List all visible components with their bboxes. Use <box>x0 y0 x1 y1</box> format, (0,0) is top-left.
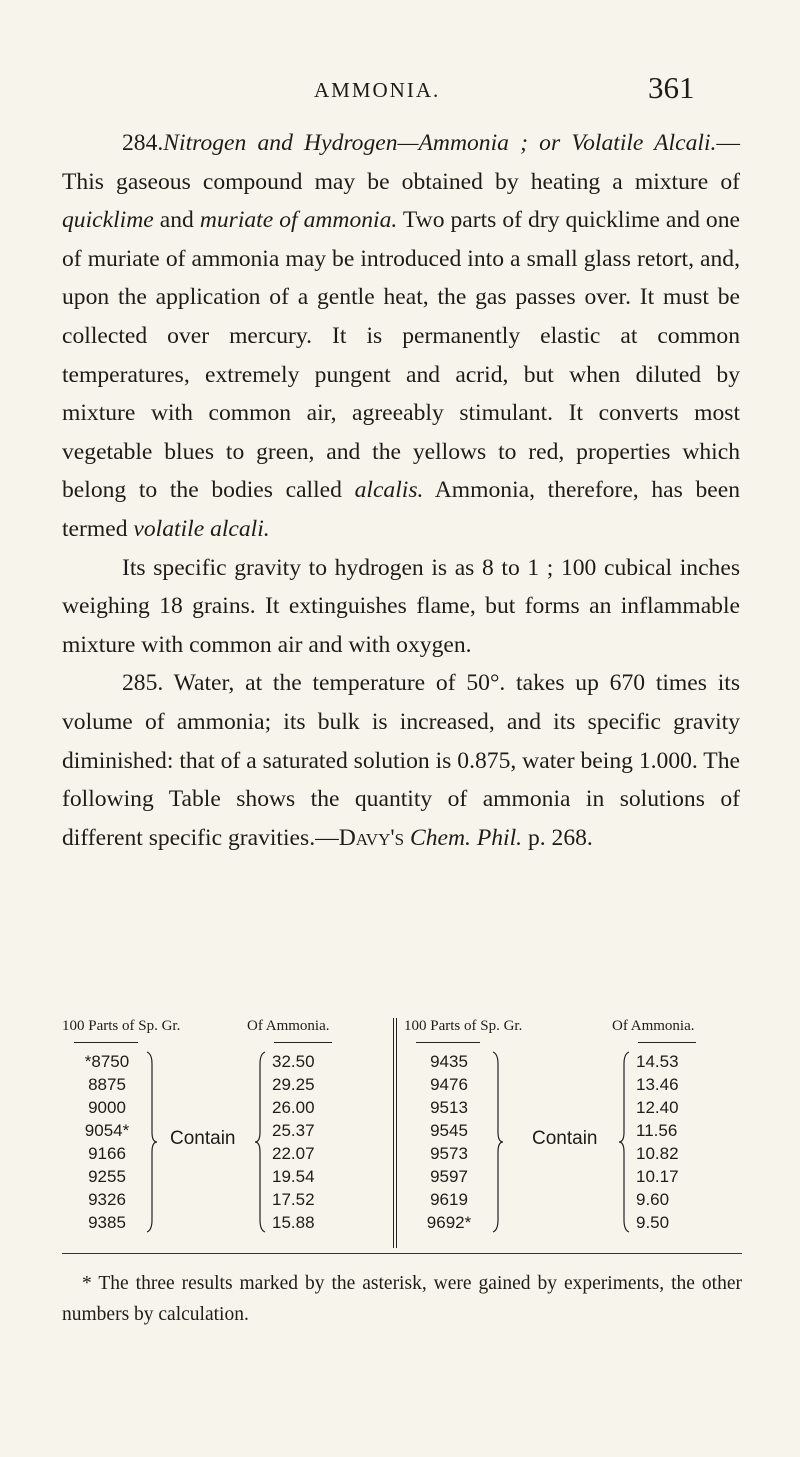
am-cell: 11.56 <box>636 1121 678 1140</box>
sg-cell: 9435 <box>430 1052 468 1071</box>
text-run: Ammonia, therefore, has been termed <box>62 477 741 542</box>
text-run: p. 268. <box>522 824 593 851</box>
am-cell: 25.37 <box>272 1121 315 1140</box>
am-cell: 17.52 <box>272 1190 315 1209</box>
paragraph-284-continued: Its specific gravity to hydrogen is as 8 to 1 ; 100 cubical inches weighing 18 grains. It extinguishes flame, but forms an inflammable mixture with common air and with oxygen. <box>62 554 740 658</box>
author-name: Davy's <box>338 824 405 851</box>
right-brace-icon <box>492 1050 504 1234</box>
ammonia-column <box>636 1050 696 1234</box>
contain-label: Contain <box>532 1128 598 1149</box>
paragraph-284 <box>62 124 740 549</box>
contain-label: Contain <box>170 1128 236 1149</box>
table-half-right <box>404 1018 734 1248</box>
left-brace-icon <box>618 1050 630 1234</box>
column-divider <box>393 1018 397 1248</box>
ammonia-column <box>272 1050 332 1234</box>
header-ammonia: Of Ammonia. <box>612 1018 695 1034</box>
sg-column <box>414 1050 484 1234</box>
am-cell: 12.40 <box>636 1098 679 1117</box>
text-run: —This gaseous compound may be obtained by heating a mixture of <box>62 130 740 195</box>
left-brace-icon <box>254 1050 266 1234</box>
sg-cell: 9000 <box>88 1098 126 1117</box>
page-number: 361 <box>648 70 695 105</box>
am-cell: 29.25 <box>272 1075 315 1094</box>
am-cell: 32.50 <box>272 1052 315 1071</box>
header-rule <box>74 1042 138 1043</box>
text-run: Water, at the temperature of 50°. takes up 670 times its volume of ammonia; its bulk is increased, and its specific gravity diminished: that of a saturated solution is 0.875, water being 1.000. The following Table shows the quantity of ammonia in solutions of different specific gravities.— <box>62 670 740 851</box>
header-rule <box>416 1042 480 1043</box>
header-ammonia: Of Ammonia. <box>247 1018 330 1034</box>
term-alcalis: alcalis. <box>354 477 424 504</box>
footnote-rule <box>62 1253 742 1254</box>
header-rule <box>274 1042 332 1043</box>
am-cell: 13.46 <box>636 1075 679 1094</box>
am-cell: 15.88 <box>272 1213 315 1232</box>
paragraph-285 <box>62 664 740 857</box>
sg-cell: 8875 <box>88 1075 126 1094</box>
sg-column <box>72 1050 142 1234</box>
am-cell: 19.54 <box>272 1167 315 1186</box>
sg-cell: 9545 <box>430 1121 468 1140</box>
text-run: Two parts of dry quicklime and one of muriate of ammonia may be introduced into a small glass retort, and, upon the application of a gentle heat, the gas passes over. It must be collected over mercury. It is permanently elastic at common temperatures, extremely pungent and acrid, but when diluted by mixture with common air, agreeably stimulant. It converts most vegetable blues to green, and the yellows to red, properties which belong to the bodies called <box>62 207 741 504</box>
header-specific-gravity: 100 Parts of Sp. Gr. <box>404 1018 523 1034</box>
am-cell: 14.53 <box>636 1052 679 1071</box>
running-head <box>0 70 800 110</box>
table-half-left <box>62 1018 392 1248</box>
right-brace-icon <box>146 1050 158 1234</box>
am-cell: 26.00 <box>272 1098 315 1117</box>
sg-cell: 9326 <box>88 1190 126 1209</box>
running-title: AMMONIA. <box>314 78 441 102</box>
sg-cell: 9476 <box>430 1075 468 1094</box>
sg-cell: *8750 <box>84 1052 130 1071</box>
sg-cell: 9597 <box>430 1167 468 1186</box>
sg-cell: 9513 <box>430 1098 468 1117</box>
paragraph-number: 285. <box>122 670 164 697</box>
term-volatile-alcali: volatile alcali. <box>133 515 270 542</box>
am-cell: 10.17 <box>636 1167 679 1186</box>
sg-cell: 9166 <box>88 1144 126 1163</box>
am-cell: 22.07 <box>272 1144 315 1163</box>
body-text <box>62 124 740 857</box>
header-specific-gravity: 100 Parts of Sp. Gr. <box>62 1018 181 1034</box>
sg-cell: 9255 <box>88 1167 126 1186</box>
sg-cell: 9573 <box>430 1144 468 1163</box>
sg-cell: 9692* <box>426 1213 472 1232</box>
term-muriate: muriate of ammonia. <box>199 207 398 234</box>
text-run: and <box>153 207 200 234</box>
am-cell: 9.60 <box>636 1190 670 1209</box>
sg-cell: 9385 <box>88 1213 126 1232</box>
sg-cell: 9619 <box>430 1190 468 1209</box>
sg-cell: 9054* <box>84 1121 130 1140</box>
header-rule <box>638 1042 696 1043</box>
source-title: Chem. Phil. <box>409 824 523 851</box>
footnote-text: * The three results marked by the asterisk, were gained by experiments, the other numbers by calculation. <box>62 1273 742 1325</box>
am-cell: 10.82 <box>636 1144 679 1163</box>
am-cell: 9.50 <box>636 1213 670 1232</box>
term-quicklime: quicklime <box>62 207 154 234</box>
section-title: Nitrogen and Hydrogen—Ammonia ; or Volatile Alcali. <box>163 130 717 156</box>
paragraph-number: 284. <box>122 130 164 156</box>
footnote <box>62 1268 742 1330</box>
